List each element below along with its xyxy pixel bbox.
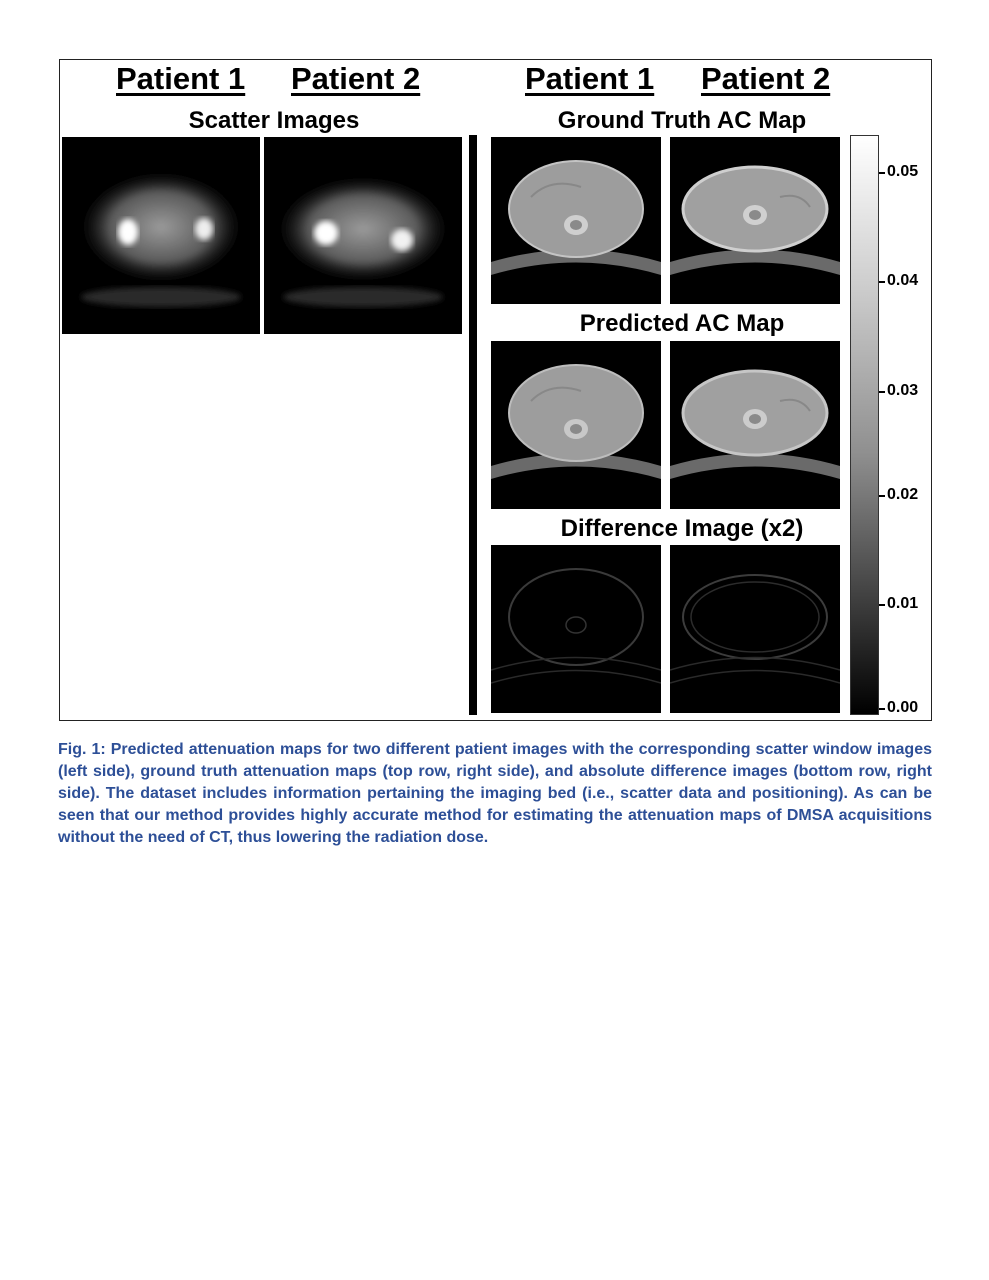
predicted-patient-2	[670, 341, 840, 509]
colorbar-tick-label: 0.05	[887, 163, 919, 180]
difference-patient-2	[670, 545, 840, 713]
colorbar-tick-label: 0.04	[887, 272, 919, 289]
colorbar-tick	[879, 708, 885, 710]
scatter-image-patient-1	[62, 137, 260, 334]
colorbar-tick	[879, 604, 885, 606]
right-patient-2-header: Patient 2	[701, 61, 831, 96]
left-patient-1-header: Patient 1	[116, 61, 246, 96]
difference-patient-1	[491, 545, 661, 713]
colorbar-tick	[879, 495, 885, 497]
predicted-patient-1	[491, 341, 661, 509]
colorbar-tick-label: 0.02	[887, 486, 919, 503]
colorbar-tick	[879, 281, 885, 283]
right-patient-1-header: Patient 1	[525, 61, 655, 96]
colorbar-tick-label: 0.00	[887, 699, 919, 716]
figure-caption: Fig. 1: Predicted attenuation maps for two different patient images with the corresponding scatter window images (left side), ground truth attenuation maps (top row, right side), and absolute difference images (bottom row, right side). The dataset includes information pertaining the imaging bed (i.e., scatter data and positioning). As can be seen that our method provides highly accurate method for estimating the attenuation maps of DMSA acquisitions without the need of CT, thus lowering the radiation dose.	[58, 741, 932, 846]
scatter-images-title: Scatter Images	[188, 107, 360, 134]
colorbar-tick	[879, 391, 885, 393]
difference-title: Difference Image (x2)	[560, 515, 804, 542]
left-patient-2-header: Patient 2	[291, 61, 421, 96]
colorbar-tick-label: 0.01	[887, 595, 919, 612]
colorbar-tick-label: 0.03	[887, 382, 919, 399]
colorbar	[850, 135, 879, 715]
colorbar-tick	[879, 172, 885, 174]
ground-truth-patient-1	[491, 137, 661, 304]
ground-truth-patient-2	[670, 137, 840, 304]
scatter-image-patient-2	[264, 137, 462, 334]
predicted-title: Predicted AC Map	[579, 310, 785, 337]
ground-truth-title: Ground Truth AC Map	[557, 107, 807, 134]
divider-bar	[469, 135, 477, 715]
